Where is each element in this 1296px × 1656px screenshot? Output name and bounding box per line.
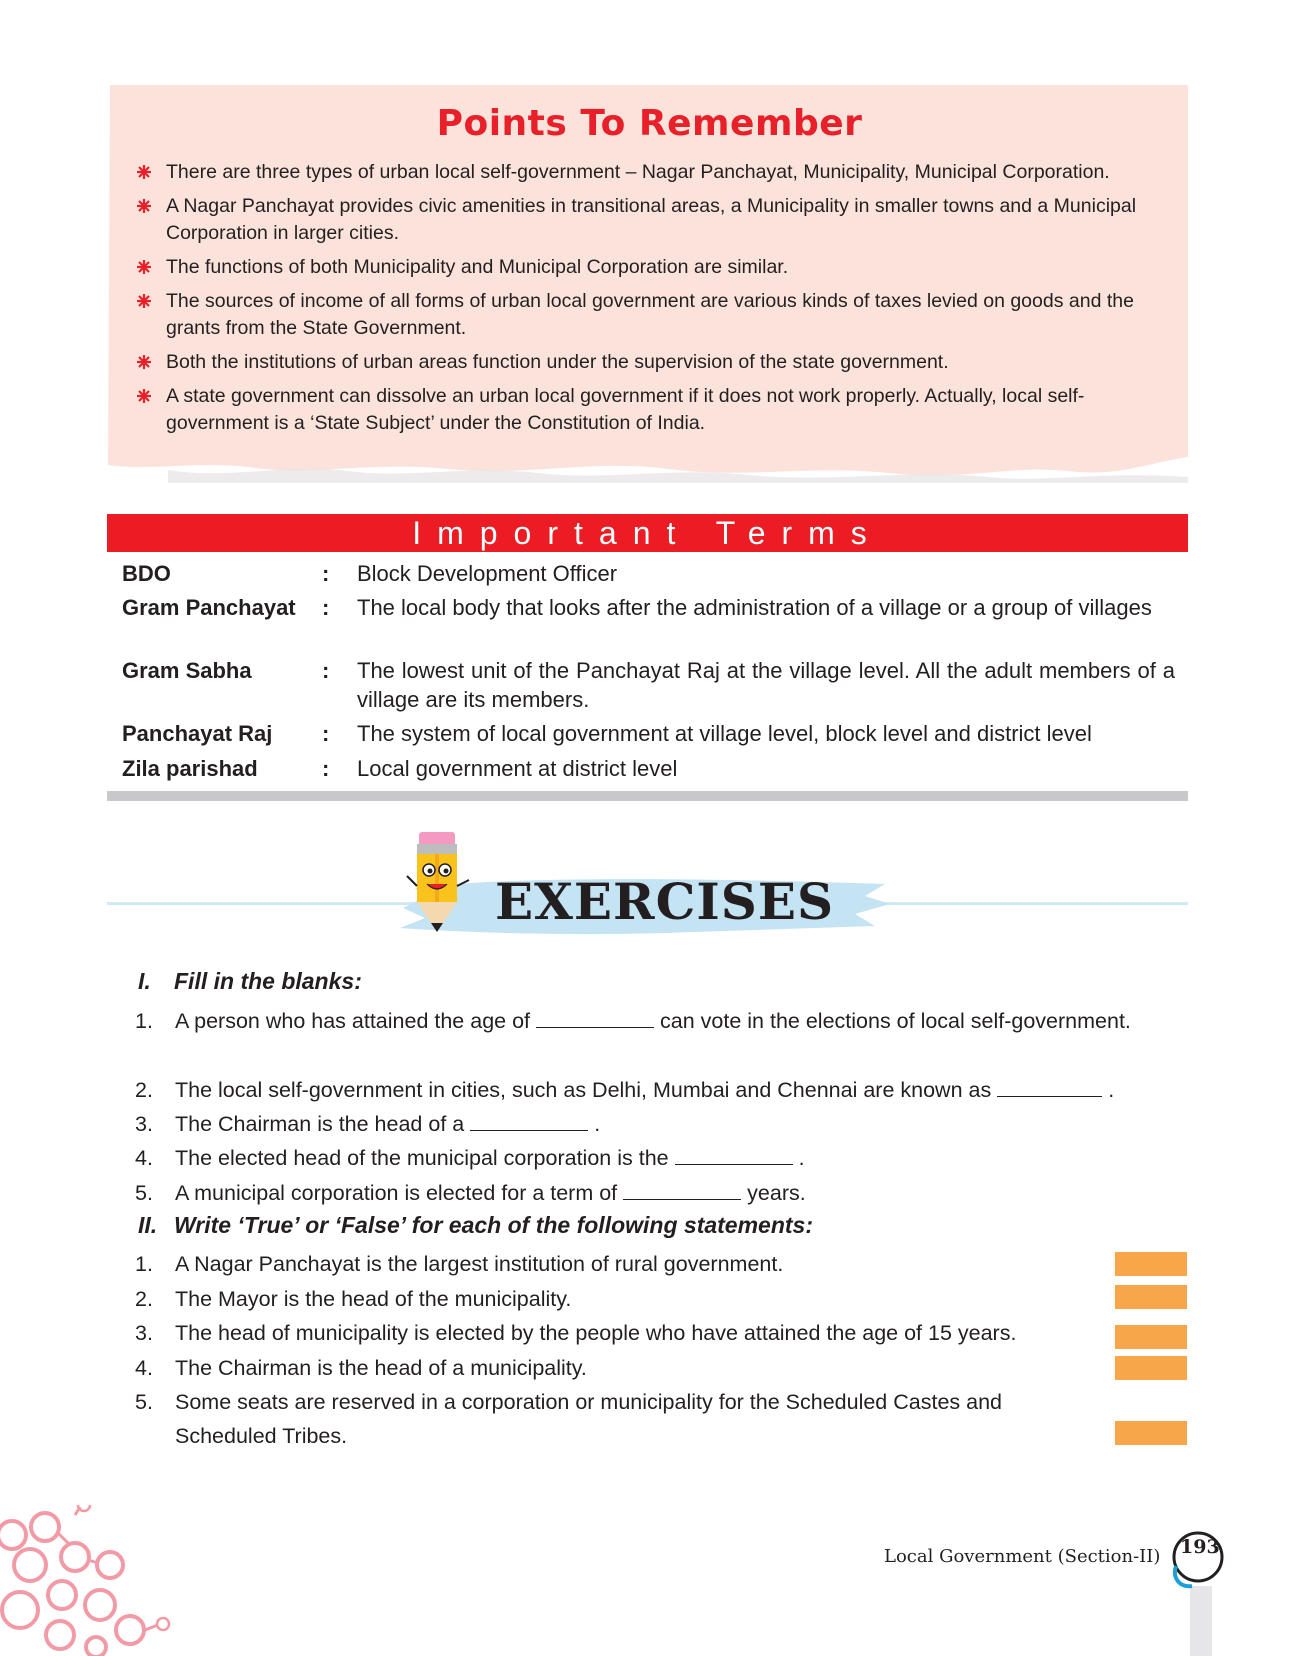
decorative-circles-icon — [0, 1505, 175, 1656]
section-title: Fill in the blanks: — [174, 968, 362, 994]
question-text: The Chairman is the head of a . — [175, 1107, 1189, 1141]
term-definition: Block Development Officer — [357, 561, 618, 586]
points-to-remember-title: Points To Remember — [436, 103, 863, 144]
section-number: I. — [138, 968, 151, 994]
point-text: There are three types of urban local self-government – Nagar Panchayat, Municipality, Municipal Corporation. — [166, 161, 1110, 183]
question-number: 2. — [135, 1078, 153, 1102]
question-text: A person who has attained the age of can vote in the elections of local self-government. — [175, 1004, 1189, 1038]
answer-blank[interactable] — [675, 1142, 793, 1165]
terms-bottom-bar — [107, 791, 1188, 801]
list-item — [126, 254, 1178, 281]
list-item — [126, 193, 1178, 247]
term-name: BDO — [122, 561, 171, 586]
answer-box[interactable] — [1115, 1252, 1187, 1276]
asterisk-bullet-icon — [136, 388, 152, 404]
section-heading — [138, 968, 362, 995]
question-number: 4. — [135, 1146, 153, 1170]
term-definition: The lowest unit of the Panchayat Raj at the village level. All the adult members of a village are its members. — [357, 658, 1175, 712]
points-list — [126, 159, 1178, 444]
statement-number: 2. — [135, 1287, 153, 1311]
term-name: Panchayat Raj — [122, 721, 273, 746]
asterisk-bullet-icon — [136, 293, 152, 309]
statement-text: The head of municipality is elected by the people who have attained the age of 15 years. — [175, 1321, 1017, 1345]
list-item — [126, 383, 1178, 437]
term-name: Gram Sabha — [122, 658, 252, 683]
term-definition: Local government at district level — [357, 756, 678, 781]
asterisk-bullet-icon — [136, 198, 152, 214]
question-text: The local self-government in cities, such as Delhi, Mumbai and Chennai are known as . — [175, 1073, 1189, 1107]
asterisk-bullet-icon — [136, 164, 152, 180]
point-text: A Nagar Panchayat provides civic amenities in transitional areas, a Municipality in smaller towns and a Municipal Corporation in larger cities. — [166, 195, 1137, 244]
statement-number: 1. — [135, 1252, 153, 1276]
answer-box[interactable] — [1115, 1285, 1187, 1309]
point-text: The sources of income of all forms of urban local government are various kinds of taxes levied on goods and the grants from the State Government. — [166, 290, 1134, 339]
question-text: A municipal corporation is elected for a term of years. — [175, 1176, 1189, 1210]
statement-number: 3. — [135, 1321, 153, 1345]
answer-blank[interactable] — [470, 1108, 588, 1131]
term-colon: : — [322, 595, 330, 620]
question — [135, 1004, 1190, 1072]
points-to-remember-box — [108, 85, 1191, 485]
answer-blank[interactable] — [997, 1074, 1102, 1097]
list-item — [126, 349, 1178, 376]
question-number: 1. — [135, 1009, 153, 1033]
answer-blank[interactable] — [536, 1005, 654, 1028]
statement-number: 4. — [135, 1356, 153, 1380]
exercises-title: EXERCISES — [495, 872, 835, 931]
term-colon: : — [322, 658, 330, 683]
list-item — [126, 159, 1178, 186]
important-terms-banner — [107, 514, 1188, 552]
pencil-mascot-icon — [405, 828, 475, 940]
page-number: 193 — [1180, 1536, 1220, 1558]
chapter-title: Local Government (Section-II) — [884, 1546, 1161, 1567]
statement-text: Some seats are reserved in a corporation or municipality for the Scheduled Castes and Scheduled Tribes. — [175, 1390, 1002, 1448]
asterisk-bullet-icon — [136, 354, 152, 370]
term-name: Zila parishad — [122, 756, 258, 781]
question-number: 5. — [135, 1181, 153, 1205]
section-title: Write ‘True’ or ‘False’ for each of the following statements: — [174, 1212, 813, 1238]
term-definition: The system of local government at village level, block level and district level — [357, 721, 1092, 746]
section-number: II. — [138, 1212, 158, 1238]
statement-text: The Chairman is the head of a municipality. — [175, 1356, 587, 1380]
point-text: A state government can dissolve an urban local government if it does not work properly. Actually, local self-government is a ‘State Subject’ under the Constitution of India. — [166, 385, 1085, 434]
term-colon: : — [322, 721, 330, 746]
point-text: Both the institutions of urban areas function under the supervision of the state government. — [166, 351, 949, 373]
point-text: The functions of both Municipality and Municipal Corporation are similar. — [166, 256, 789, 278]
statement-text: A Nagar Panchayat is the largest institution of rural government. — [175, 1252, 784, 1276]
important-terms-title: Important Terms — [412, 515, 883, 551]
term-definition: The local body that looks after the administration of a village or a group of villages — [357, 595, 1152, 620]
statement-number: 5. — [135, 1390, 153, 1414]
answer-blank[interactable] — [623, 1177, 741, 1200]
term-colon: : — [322, 561, 330, 586]
list-item — [126, 288, 1178, 342]
statement-text: The Mayor is the head of the municipality. — [175, 1287, 572, 1311]
question-number: 3. — [135, 1112, 153, 1136]
question-text: The elected head of the municipal corporation is the . — [175, 1141, 1189, 1175]
asterisk-bullet-icon — [136, 259, 152, 275]
answer-box[interactable] — [1115, 1421, 1187, 1445]
section-heading — [138, 1212, 813, 1239]
term-name: Gram Panchayat — [122, 595, 296, 620]
answer-box[interactable] — [1115, 1356, 1187, 1380]
term-colon: : — [322, 756, 330, 781]
answer-box[interactable] — [1115, 1325, 1187, 1349]
